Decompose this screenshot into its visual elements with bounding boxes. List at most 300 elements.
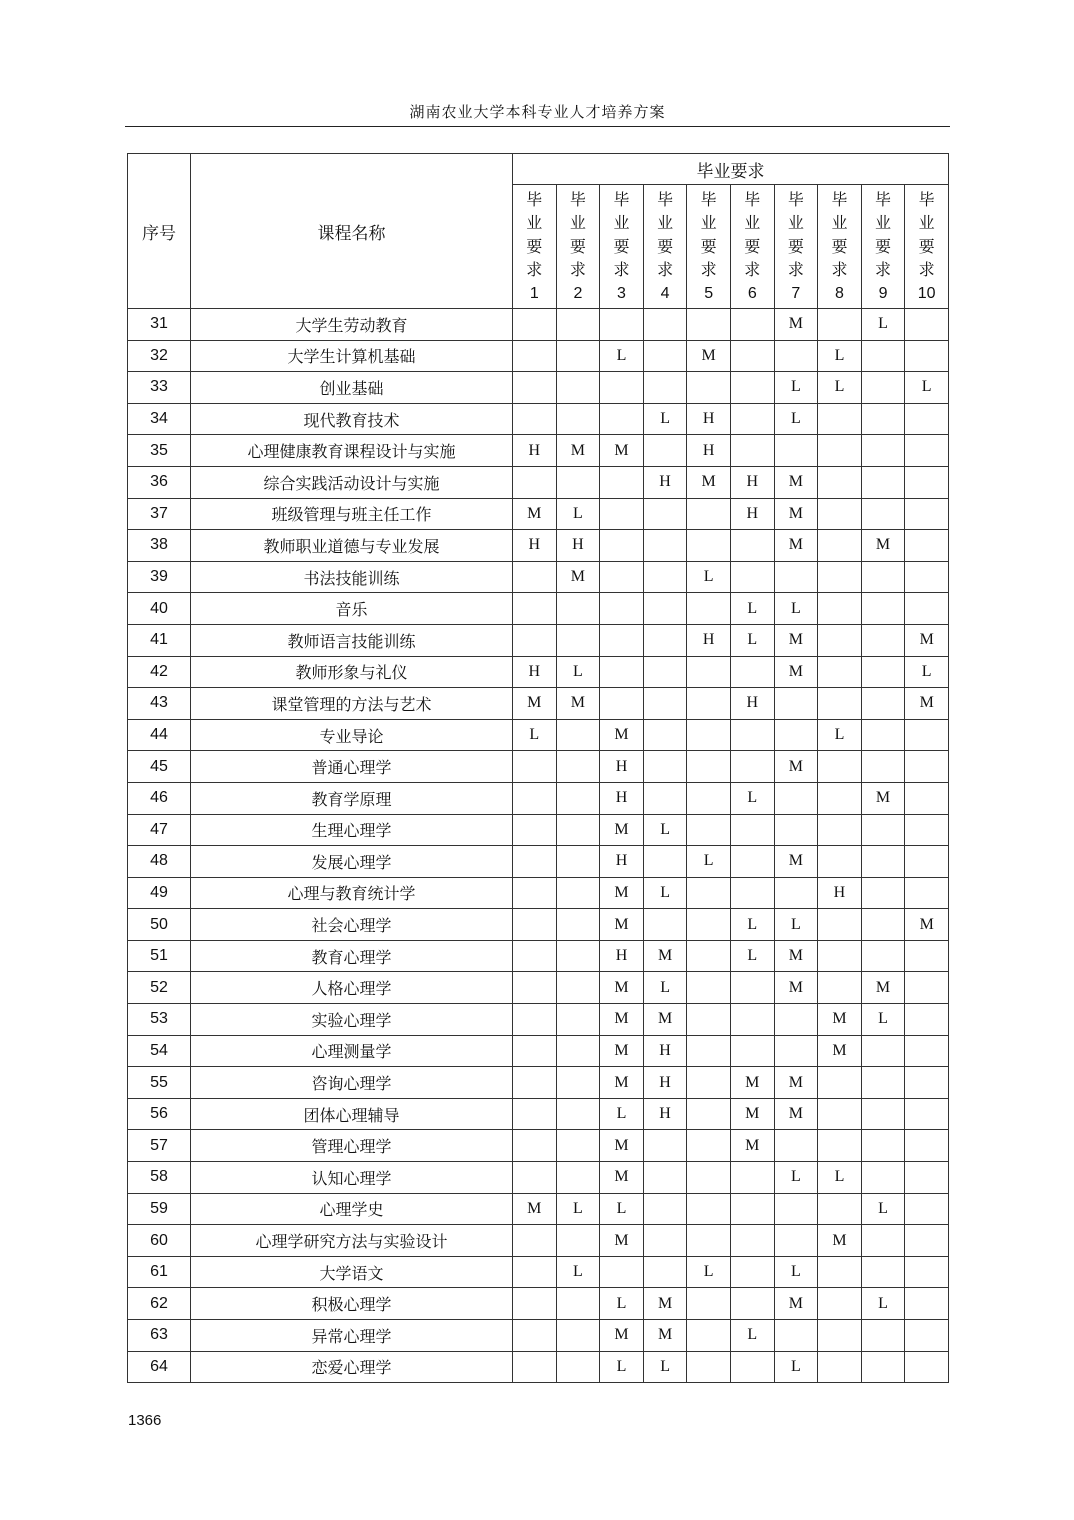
requirement-level-cell bbox=[687, 656, 731, 688]
requirement-level-cell: M bbox=[774, 846, 818, 878]
requirement-level-cell: M bbox=[600, 877, 644, 909]
requirement-level-cell bbox=[513, 1067, 557, 1099]
requirement-level-cell bbox=[818, 782, 862, 814]
requirement-level-cell: L bbox=[774, 1256, 818, 1288]
requirement-header-char: 求 bbox=[918, 260, 935, 280]
row-course-name-cell: 心理学史 bbox=[191, 1193, 513, 1225]
row-seq-cell: 59 bbox=[128, 1193, 191, 1225]
requirement-level-cell: L bbox=[818, 372, 862, 404]
requirement-level-cell bbox=[643, 782, 687, 814]
requirement-level-cell bbox=[556, 751, 600, 783]
requirement-level-cell: M bbox=[600, 719, 644, 751]
row-course-name-cell: 发展心理学 bbox=[191, 846, 513, 878]
requirement-header-char: 求 bbox=[613, 260, 630, 280]
requirement-level-cell bbox=[643, 688, 687, 720]
row-seq-cell: 63 bbox=[128, 1320, 191, 1352]
row-seq-cell: 35 bbox=[128, 435, 191, 467]
requirement-level-cell bbox=[556, 1130, 600, 1162]
requirement-level-cell bbox=[774, 561, 818, 593]
table-row bbox=[128, 909, 949, 941]
requirement-level-cell bbox=[556, 1162, 600, 1194]
row-seq-cell: 38 bbox=[128, 530, 191, 562]
requirement-level-cell bbox=[774, 1320, 818, 1352]
requirement-level-cell bbox=[818, 1193, 862, 1225]
requirement-header-char: 求 bbox=[569, 260, 586, 280]
requirement-header-char: 毕 bbox=[613, 189, 630, 209]
requirement-header-char: 求 bbox=[700, 260, 717, 280]
requirement-level-cell bbox=[687, 972, 731, 1004]
requirement-level-cell: M bbox=[600, 1130, 644, 1162]
requirement-level-cell bbox=[905, 1351, 949, 1383]
requirement-level-cell bbox=[556, 1004, 600, 1036]
row-seq-cell: 47 bbox=[128, 814, 191, 846]
table-row bbox=[128, 751, 949, 783]
requirement-level-cell: M bbox=[818, 1004, 862, 1036]
row-seq-cell: 48 bbox=[128, 846, 191, 878]
requirement-level-cell: L bbox=[556, 656, 600, 688]
requirement-level-cell bbox=[513, 940, 557, 972]
requirement-level-cell: L bbox=[643, 814, 687, 846]
requirement-level-cell: M bbox=[513, 1193, 557, 1225]
requirement-level-cell bbox=[905, 1004, 949, 1036]
requirement-level-cell: M bbox=[513, 688, 557, 720]
requirement-level-cell bbox=[730, 403, 774, 435]
requirement-level-cell: L bbox=[730, 624, 774, 656]
requirement-level-cell bbox=[774, 1130, 818, 1162]
requirement-level-cell bbox=[861, 1098, 905, 1130]
requirement-level-cell bbox=[643, 309, 687, 341]
requirement-level-cell bbox=[905, 1288, 949, 1320]
requirement-level-cell bbox=[861, 909, 905, 941]
requirement-level-cell bbox=[730, 1288, 774, 1320]
requirement-level-cell: L bbox=[818, 340, 862, 372]
requirement-level-cell: H bbox=[513, 435, 557, 467]
requirement-column-header bbox=[600, 185, 644, 309]
row-seq-cell: 41 bbox=[128, 624, 191, 656]
requirement-level-cell: H bbox=[687, 435, 731, 467]
requirement-level-cell bbox=[687, 688, 731, 720]
requirement-level-cell bbox=[687, 1351, 731, 1383]
requirement-level-cell bbox=[818, 1130, 862, 1162]
row-course-name-cell: 心理学研究方法与实验设计 bbox=[191, 1225, 513, 1257]
requirement-level-cell bbox=[774, 340, 818, 372]
requirement-level-cell: L bbox=[687, 561, 731, 593]
requirement-level-cell bbox=[513, 1098, 557, 1130]
requirement-level-cell: L bbox=[556, 1193, 600, 1225]
requirement-header-char: 毕 bbox=[831, 189, 848, 209]
requirement-header-char: 要 bbox=[657, 236, 674, 256]
requirement-column-header bbox=[513, 185, 557, 309]
requirement-header-char: 求 bbox=[875, 260, 892, 280]
requirement-header-char: 业 bbox=[569, 213, 586, 233]
requirement-header-char: 业 bbox=[787, 213, 804, 233]
row-course-name-cell: 实验心理学 bbox=[191, 1004, 513, 1036]
requirement-level-cell bbox=[687, 719, 731, 751]
requirement-level-cell bbox=[513, 1256, 557, 1288]
requirement-level-cell bbox=[818, 1351, 862, 1383]
row-course-name-cell: 专业导论 bbox=[191, 719, 513, 751]
requirement-level-cell bbox=[730, 656, 774, 688]
requirement-level-cell bbox=[905, 498, 949, 530]
requirement-level-cell bbox=[600, 624, 644, 656]
requirement-header-number: 10 bbox=[917, 284, 936, 302]
requirement-level-cell bbox=[556, 782, 600, 814]
requirement-level-cell: H bbox=[818, 877, 862, 909]
requirement-level-cell bbox=[905, 940, 949, 972]
requirement-level-cell: M bbox=[774, 1288, 818, 1320]
requirement-level-cell bbox=[861, 498, 905, 530]
requirement-level-cell bbox=[818, 435, 862, 467]
seq-column-header: 序号 bbox=[128, 154, 191, 309]
requirement-level-cell: L bbox=[774, 403, 818, 435]
row-course-name-cell: 积极心理学 bbox=[191, 1288, 513, 1320]
requirement-column-header bbox=[774, 185, 818, 309]
row-seq-cell: 50 bbox=[128, 909, 191, 941]
requirement-level-cell: L bbox=[730, 593, 774, 625]
requirement-level-cell bbox=[643, 593, 687, 625]
requirement-header-char: 毕 bbox=[700, 189, 717, 209]
requirement-level-cell: L bbox=[600, 1288, 644, 1320]
requirement-level-cell: H bbox=[730, 498, 774, 530]
requirement-level-cell: H bbox=[687, 403, 731, 435]
requirement-level-cell bbox=[861, 1225, 905, 1257]
requirement-level-cell: H bbox=[513, 530, 557, 562]
requirement-level-cell bbox=[730, 372, 774, 404]
requirement-level-cell bbox=[774, 1035, 818, 1067]
requirement-header-char: 求 bbox=[526, 260, 543, 280]
requirement-level-cell bbox=[600, 498, 644, 530]
requirement-level-cell bbox=[905, 530, 949, 562]
table-row bbox=[128, 498, 949, 530]
row-course-name-cell: 恋爱心理学 bbox=[191, 1351, 513, 1383]
requirement-level-cell bbox=[687, 309, 731, 341]
table-row bbox=[128, 624, 949, 656]
requirement-level-cell bbox=[774, 1193, 818, 1225]
requirement-level-cell bbox=[600, 656, 644, 688]
requirement-level-cell bbox=[600, 372, 644, 404]
requirement-level-cell: M bbox=[905, 909, 949, 941]
graduation-requirements-matrix bbox=[127, 153, 949, 1383]
requirement-level-cell bbox=[600, 593, 644, 625]
requirement-header-char: 毕 bbox=[875, 189, 892, 209]
requirement-level-cell bbox=[818, 1320, 862, 1352]
requirement-header-char: 求 bbox=[657, 260, 674, 280]
requirement-level-cell bbox=[905, 561, 949, 593]
row-course-name-cell: 大学生劳动教育 bbox=[191, 309, 513, 341]
requirement-column-header bbox=[861, 185, 905, 309]
requirement-level-cell bbox=[905, 972, 949, 1004]
row-seq-cell: 39 bbox=[128, 561, 191, 593]
requirement-level-cell: M bbox=[774, 624, 818, 656]
requirement-level-cell bbox=[905, 846, 949, 878]
requirement-level-cell bbox=[687, 530, 731, 562]
row-course-name-cell: 普通心理学 bbox=[191, 751, 513, 783]
row-seq-cell: 49 bbox=[128, 877, 191, 909]
table-row bbox=[128, 1225, 949, 1257]
requirement-level-cell bbox=[730, 814, 774, 846]
row-course-name-cell: 咨询心理学 bbox=[191, 1067, 513, 1099]
requirement-header-char: 要 bbox=[569, 236, 586, 256]
requirement-header-number: 6 bbox=[747, 284, 757, 302]
requirement-level-cell: M bbox=[600, 1225, 644, 1257]
row-course-name-cell: 教育心理学 bbox=[191, 940, 513, 972]
row-seq-cell: 33 bbox=[128, 372, 191, 404]
row-seq-cell: 64 bbox=[128, 1351, 191, 1383]
requirement-level-cell: H bbox=[600, 782, 644, 814]
table-row bbox=[128, 877, 949, 909]
requirement-level-cell: M bbox=[600, 972, 644, 1004]
requirement-level-cell: M bbox=[513, 498, 557, 530]
requirement-level-cell bbox=[818, 1288, 862, 1320]
requirement-level-cell: L bbox=[730, 782, 774, 814]
requirement-level-cell bbox=[556, 877, 600, 909]
requirement-level-cell: M bbox=[643, 1004, 687, 1036]
matrix-body bbox=[128, 309, 949, 1383]
requirement-level-cell bbox=[687, 782, 731, 814]
requirement-level-cell bbox=[556, 814, 600, 846]
requirement-level-cell bbox=[818, 466, 862, 498]
requirement-header-char: 业 bbox=[744, 213, 761, 233]
requirement-level-cell bbox=[556, 1067, 600, 1099]
requirement-level-cell bbox=[905, 1193, 949, 1225]
row-course-name-cell: 团体心理辅导 bbox=[191, 1098, 513, 1130]
requirement-level-cell bbox=[513, 624, 557, 656]
requirement-level-cell bbox=[730, 1351, 774, 1383]
requirement-level-cell bbox=[818, 846, 862, 878]
requirement-header-char: 毕 bbox=[918, 189, 935, 209]
requirement-level-cell bbox=[643, 624, 687, 656]
requirement-level-cell bbox=[556, 940, 600, 972]
table-row bbox=[128, 372, 949, 404]
row-seq-cell: 45 bbox=[128, 751, 191, 783]
requirement-level-cell bbox=[818, 814, 862, 846]
requirement-level-cell bbox=[861, 846, 905, 878]
requirement-level-cell bbox=[818, 909, 862, 941]
requirement-level-cell: H bbox=[643, 466, 687, 498]
requirement-level-cell bbox=[513, 1004, 557, 1036]
requirement-level-cell: H bbox=[556, 530, 600, 562]
table-row bbox=[128, 1067, 949, 1099]
requirement-level-cell bbox=[905, 1162, 949, 1194]
row-course-name-cell: 心理与教育统计学 bbox=[191, 877, 513, 909]
requirement-level-cell bbox=[905, 782, 949, 814]
requirement-level-cell bbox=[556, 972, 600, 1004]
requirement-level-cell: M bbox=[556, 688, 600, 720]
row-course-name-cell: 大学语文 bbox=[191, 1256, 513, 1288]
requirement-level-cell bbox=[818, 1098, 862, 1130]
requirement-level-cell: L bbox=[600, 1193, 644, 1225]
requirement-level-cell bbox=[600, 309, 644, 341]
requirement-level-cell: M bbox=[600, 435, 644, 467]
requirement-level-cell bbox=[861, 624, 905, 656]
requirement-level-cell bbox=[905, 466, 949, 498]
requirement-level-cell bbox=[643, 372, 687, 404]
row-seq-cell: 52 bbox=[128, 972, 191, 1004]
requirement-level-cell bbox=[643, 846, 687, 878]
requirement-level-cell bbox=[774, 435, 818, 467]
requirement-level-cell bbox=[687, 1098, 731, 1130]
requirement-level-cell bbox=[687, 498, 731, 530]
requirement-level-cell bbox=[818, 972, 862, 1004]
requirement-level-cell: H bbox=[643, 1067, 687, 1099]
requirement-level-cell bbox=[861, 1067, 905, 1099]
requirement-level-cell bbox=[730, 972, 774, 1004]
row-seq-cell: 31 bbox=[128, 309, 191, 341]
requirement-level-cell: M bbox=[774, 466, 818, 498]
requirement-level-cell: L bbox=[556, 1256, 600, 1288]
requirement-level-cell bbox=[513, 309, 557, 341]
requirement-header-char: 要 bbox=[875, 236, 892, 256]
requirement-level-cell bbox=[905, 1035, 949, 1067]
requirement-level-cell bbox=[861, 719, 905, 751]
requirement-level-cell bbox=[513, 1225, 557, 1257]
row-seq-cell: 46 bbox=[128, 782, 191, 814]
requirement-level-cell bbox=[643, 656, 687, 688]
requirement-level-cell bbox=[818, 498, 862, 530]
requirement-level-cell: L bbox=[861, 1193, 905, 1225]
row-course-name-cell: 生理心理学 bbox=[191, 814, 513, 846]
requirement-level-cell: H bbox=[643, 1035, 687, 1067]
table-row bbox=[128, 435, 949, 467]
row-course-name-cell: 管理心理学 bbox=[191, 1130, 513, 1162]
table-row bbox=[128, 1256, 949, 1288]
requirement-level-cell bbox=[861, 688, 905, 720]
requirement-level-cell bbox=[513, 561, 557, 593]
requirement-column-header bbox=[556, 185, 600, 309]
requirement-level-cell bbox=[556, 372, 600, 404]
table-row bbox=[128, 403, 949, 435]
requirement-header-char: 要 bbox=[744, 236, 761, 256]
requirement-header-char: 业 bbox=[875, 213, 892, 233]
requirement-header-char: 要 bbox=[831, 236, 848, 256]
requirement-level-cell bbox=[687, 1288, 731, 1320]
requirement-level-cell: L bbox=[774, 909, 818, 941]
requirement-header-number: 9 bbox=[878, 284, 888, 302]
row-course-name-cell: 教师形象与礼仪 bbox=[191, 656, 513, 688]
row-course-name-cell: 大学生计算机基础 bbox=[191, 340, 513, 372]
requirement-level-cell: L bbox=[774, 1351, 818, 1383]
row-course-name-cell: 心理健康教育课程设计与实施 bbox=[191, 435, 513, 467]
requirement-level-cell bbox=[861, 1130, 905, 1162]
row-course-name-cell: 异常心理学 bbox=[191, 1320, 513, 1352]
requirement-level-cell: L bbox=[643, 1351, 687, 1383]
requirement-level-cell: L bbox=[905, 372, 949, 404]
requirement-level-cell bbox=[513, 972, 557, 1004]
row-course-name-cell: 音乐 bbox=[191, 593, 513, 625]
requirement-level-cell bbox=[556, 1098, 600, 1130]
requirement-level-cell bbox=[730, 1256, 774, 1288]
requirement-header-char: 要 bbox=[526, 236, 543, 256]
requirement-level-cell bbox=[687, 814, 731, 846]
requirement-level-cell bbox=[513, 340, 557, 372]
requirement-level-cell bbox=[513, 751, 557, 783]
requirement-level-cell bbox=[818, 624, 862, 656]
requirement-level-cell bbox=[513, 1130, 557, 1162]
requirement-level-cell: M bbox=[687, 340, 731, 372]
requirement-level-cell bbox=[556, 466, 600, 498]
requirement-level-cell bbox=[687, 877, 731, 909]
requirement-level-cell bbox=[774, 1004, 818, 1036]
requirement-level-cell bbox=[905, 435, 949, 467]
requirement-level-cell: L bbox=[730, 940, 774, 972]
requirement-level-cell: H bbox=[643, 1098, 687, 1130]
table-row bbox=[128, 719, 949, 751]
requirement-column-header bbox=[818, 185, 862, 309]
row-seq-cell: 60 bbox=[128, 1225, 191, 1257]
table-row bbox=[128, 656, 949, 688]
requirement-level-cell bbox=[687, 1130, 731, 1162]
table-row bbox=[128, 1193, 949, 1225]
requirement-header-char: 毕 bbox=[526, 189, 543, 209]
requirement-level-cell bbox=[861, 1256, 905, 1288]
row-seq-cell: 58 bbox=[128, 1162, 191, 1194]
requirement-level-cell bbox=[730, 877, 774, 909]
requirement-level-cell bbox=[905, 877, 949, 909]
requirement-level-cell bbox=[861, 435, 905, 467]
row-course-name-cell: 教师职业道德与专业发展 bbox=[191, 530, 513, 562]
requirement-level-cell: M bbox=[774, 972, 818, 1004]
requirement-level-cell bbox=[818, 561, 862, 593]
requirement-level-cell: L bbox=[774, 1162, 818, 1194]
requirement-level-cell bbox=[730, 751, 774, 783]
requirement-level-cell: L bbox=[643, 877, 687, 909]
requirement-level-cell bbox=[600, 466, 644, 498]
requirement-level-cell bbox=[513, 1320, 557, 1352]
requirement-level-cell bbox=[687, 372, 731, 404]
requirement-level-cell: M bbox=[774, 940, 818, 972]
requirement-header-char: 要 bbox=[918, 236, 935, 256]
requirement-level-cell: H bbox=[600, 940, 644, 972]
requirement-column-header bbox=[730, 185, 774, 309]
requirement-level-cell bbox=[600, 403, 644, 435]
table-row bbox=[128, 1130, 949, 1162]
requirement-level-cell bbox=[730, 530, 774, 562]
table-row bbox=[128, 688, 949, 720]
requirement-level-cell: L bbox=[818, 719, 862, 751]
table-row bbox=[128, 340, 949, 372]
requirement-level-cell bbox=[687, 1067, 731, 1099]
table-row bbox=[128, 814, 949, 846]
requirement-level-cell: L bbox=[861, 1004, 905, 1036]
table-row bbox=[128, 593, 949, 625]
requirement-level-cell: L bbox=[730, 909, 774, 941]
requirement-level-cell: M bbox=[730, 1067, 774, 1099]
requirement-header-char: 求 bbox=[744, 260, 761, 280]
requirement-level-cell: M bbox=[730, 1130, 774, 1162]
header-row-top bbox=[128, 154, 949, 185]
requirement-level-cell bbox=[513, 1162, 557, 1194]
row-seq-cell: 43 bbox=[128, 688, 191, 720]
requirement-level-cell: L bbox=[818, 1162, 862, 1194]
requirement-level-cell: M bbox=[774, 309, 818, 341]
requirement-level-cell: M bbox=[600, 909, 644, 941]
requirement-level-cell bbox=[905, 403, 949, 435]
page-header-title: 湖南农业大学本科专业人才培养方案 bbox=[409, 103, 666, 121]
requirement-level-cell bbox=[643, 1256, 687, 1288]
requirement-level-cell: L bbox=[774, 593, 818, 625]
requirement-level-cell bbox=[905, 340, 949, 372]
requirement-level-cell bbox=[774, 719, 818, 751]
requirement-level-cell bbox=[513, 877, 557, 909]
requirement-level-cell bbox=[905, 593, 949, 625]
page-number: 1366 bbox=[128, 1412, 162, 1429]
requirement-level-cell: L bbox=[861, 1288, 905, 1320]
requirement-header-char: 业 bbox=[657, 213, 674, 233]
requirement-level-cell: M bbox=[600, 814, 644, 846]
requirement-level-cell bbox=[643, 1225, 687, 1257]
requirement-level-cell bbox=[687, 751, 731, 783]
row-seq-cell: 56 bbox=[128, 1098, 191, 1130]
